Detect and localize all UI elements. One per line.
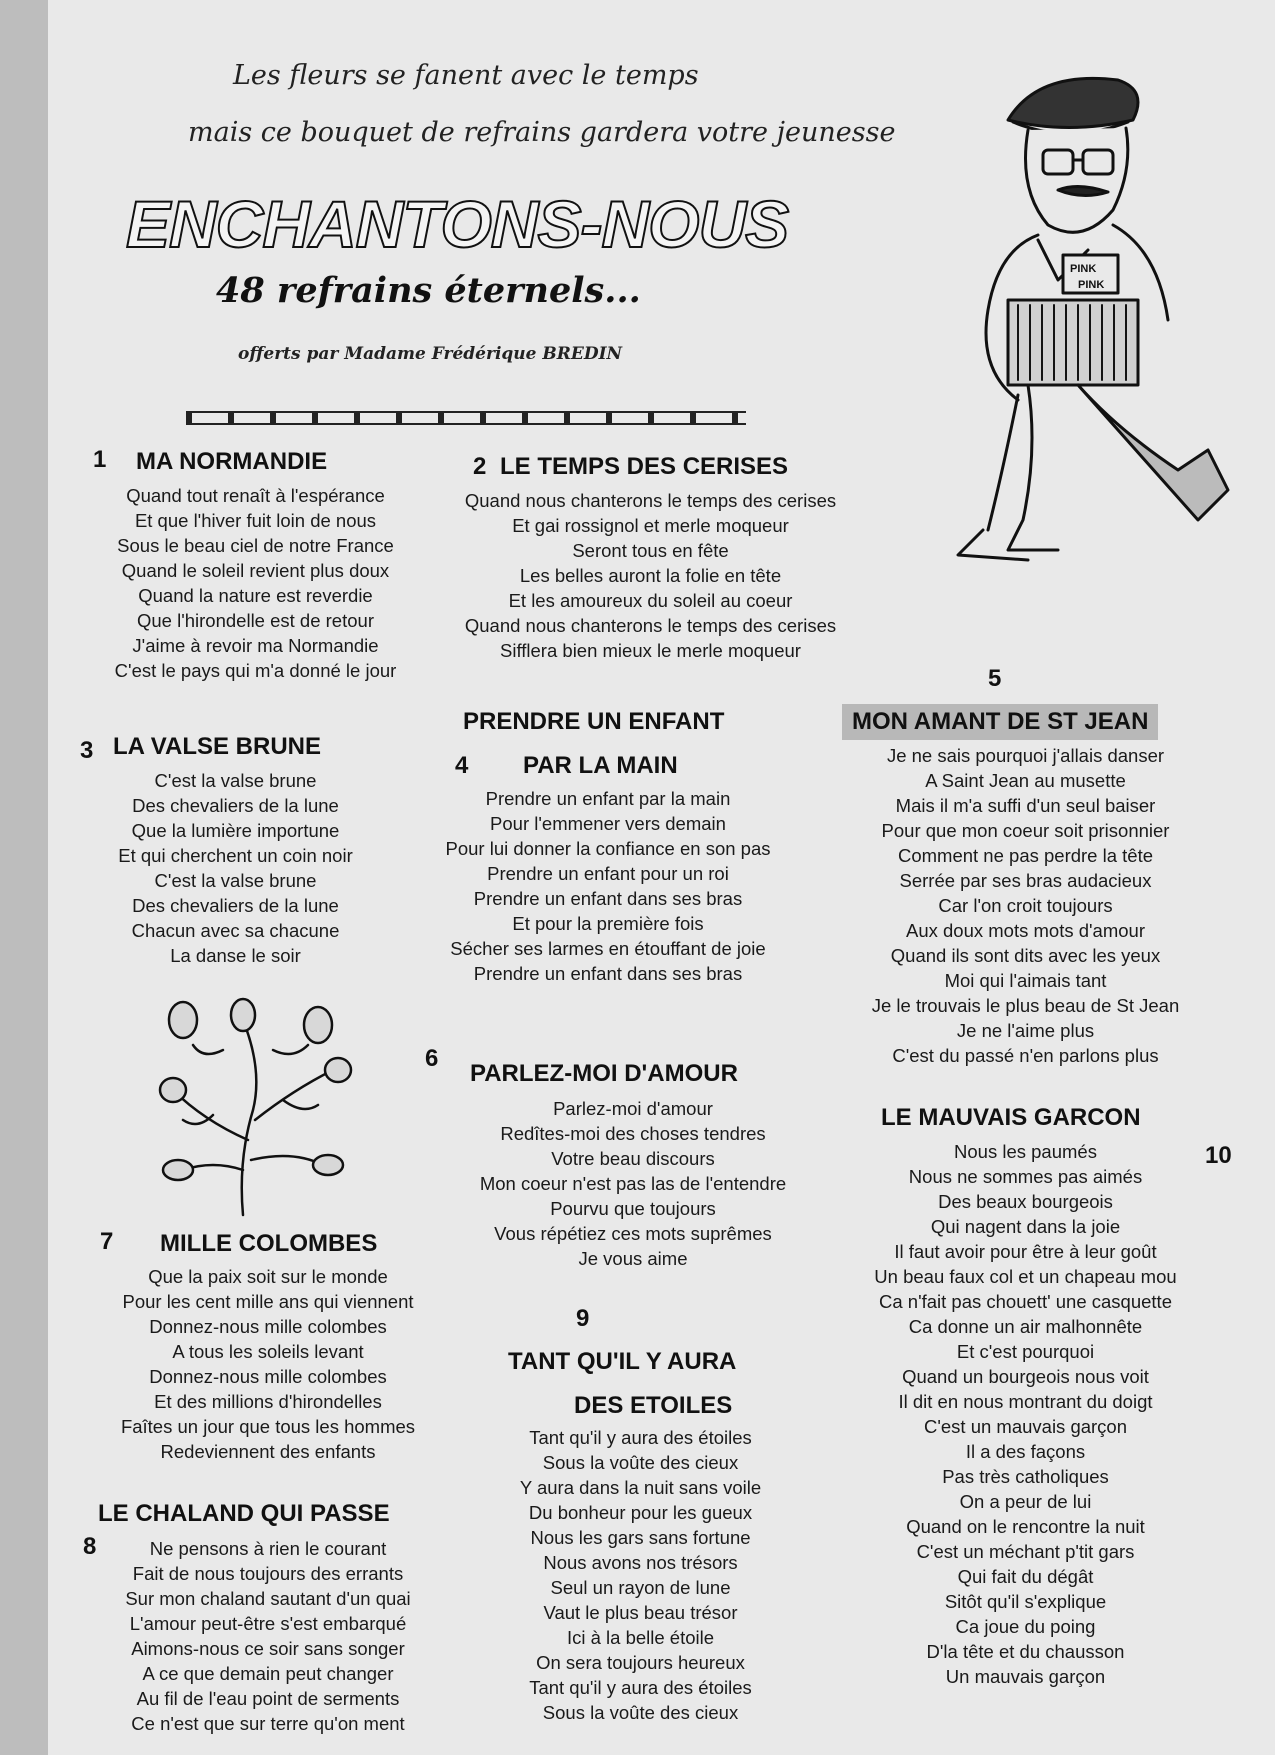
lyric-line: Sifflera bien mieux le merle moqueur — [500, 640, 801, 661]
lyric-line: J'aime à revoir ma Normandie — [132, 635, 379, 656]
lyric-line: Pour l'emmener vers demain — [490, 813, 726, 834]
lyric-line: Sitôt qu'il s'explique — [944, 1591, 1107, 1612]
lyric-line: Des chevaliers de la lune — [132, 895, 339, 916]
lyric-line: Que la paix soit sur le monde — [148, 1266, 388, 1287]
lyric-line: L'amour peut-être s'est embarqué — [129, 1613, 407, 1634]
song-title-line-2: DES ETOILES — [574, 1392, 733, 1419]
header-line-1: Les fleurs se fanent avec le temps — [233, 60, 699, 91]
song-title: PARLEZ-MOI D'AMOUR — [470, 1060, 738, 1087]
lyric-line: Chacun avec sa chacune — [131, 920, 340, 941]
song-title: TANT QU'IL Y AURA — [508, 1348, 737, 1375]
song-number: 7 — [100, 1228, 114, 1255]
decorative-divider — [186, 411, 746, 425]
lyric-line: Un beau faux col et un chapeau mou — [874, 1266, 1177, 1287]
lyric-line: Fait de nous toujours des errants — [132, 1563, 404, 1584]
song-lyrics — [413, 786, 803, 986]
page-subtitle: 48 refrains éternels... — [216, 270, 641, 311]
lyric-line: La danse le soir — [170, 945, 301, 966]
lyric-line: Donnez-nous mille colombes — [149, 1316, 387, 1337]
song-number: 10 — [1205, 1142, 1232, 1169]
songbook-page — [48, 0, 1275, 1755]
lyric-line: C'est le pays qui m'a donné le jour — [114, 660, 397, 681]
header-line-2: mais ce bouquet de refrains gardera votre jeunesse — [188, 117, 896, 148]
lyric-line: Prendre un enfant dans ses bras — [473, 963, 743, 984]
lyric-line: Il a des façons — [965, 1441, 1086, 1462]
lyric-line: Quand on le rencontre la nuit — [906, 1516, 1145, 1537]
lyric-line: On sera toujours heureux — [536, 1652, 745, 1673]
lyric-line: Parlez-moi d'amour — [553, 1098, 713, 1119]
song-lyrics — [453, 1425, 828, 1725]
lyric-line: Car l'on croit toujours — [938, 895, 1113, 916]
lyric-line: Et des millions d'hirondelles — [154, 1391, 382, 1412]
song-number: 6 — [425, 1045, 439, 1072]
lyric-line: Y aura dans la nuit sans voile — [519, 1477, 762, 1498]
lyric-line: Vaut le plus beau trésor — [543, 1602, 738, 1623]
lyric-line: Prendre un enfant par la main — [485, 788, 731, 809]
lyric-line: Vous répétiez ces mots suprêmes — [494, 1223, 772, 1244]
song-lyrics — [48, 483, 463, 683]
song-number: 3 — [80, 737, 94, 764]
lyric-line: Faîtes un jour que tous les hommes — [120, 1416, 416, 1437]
lyric-line: Aux doux mots mots d'amour — [906, 920, 1145, 941]
lyric-line: C'est du passé n'en parlons plus — [892, 1045, 1159, 1066]
song-number: 8 — [83, 1533, 97, 1560]
song-title: MON AMANT DE ST JEAN — [842, 704, 1158, 740]
lyric-line: Tant qu'il y aura des étoiles — [529, 1427, 752, 1448]
song-title: MA NORMANDIE — [136, 448, 328, 475]
lyric-line: Il faut avoir pour être à leur goût — [894, 1241, 1157, 1262]
lyric-line: Redeviennent des enfants — [160, 1441, 376, 1462]
lyric-line: Et pour la première fois — [512, 913, 704, 934]
lyric-line: Et les amoureux du soleil au coeur — [508, 590, 793, 611]
song-title: LE MAUVAIS GARCON — [881, 1104, 1141, 1131]
song-number: 4 — [455, 752, 469, 779]
lyric-line: Ca n'fait pas chouett' une casquette — [879, 1291, 1172, 1312]
lyric-line: Prendre un enfant dans ses bras — [473, 888, 743, 909]
song-title-line-2: PAR LA MAIN — [523, 752, 678, 779]
lyric-line: Comment ne pas perdre la tête — [897, 845, 1154, 866]
lyric-line: Nous les gars sans fortune — [530, 1527, 751, 1548]
lyric-line: C'est un mauvais garçon — [923, 1416, 1128, 1437]
lyric-line: Votre beau discours — [551, 1148, 715, 1169]
lyric-line: A tous les soleils levant — [172, 1341, 364, 1362]
lyric-line: Ca joue du poing — [955, 1616, 1096, 1637]
lyric-line: Sur mon chaland sautant d'un quai — [125, 1588, 411, 1609]
lyric-line: Ca donne un air malhonnête — [908, 1316, 1143, 1337]
lyric-line: Nous avons nos trésors — [543, 1552, 738, 1573]
lyric-line: Nous ne sommes pas aimés — [908, 1166, 1143, 1187]
lyric-line: Sous la voûte des cieux — [542, 1452, 739, 1473]
song-number: 2 — [473, 453, 487, 480]
lyric-line: Qui fait du dégât — [957, 1566, 1094, 1587]
lyric-line: Quand ils sont dits avec les yeux — [890, 945, 1161, 966]
song-lyrics — [438, 1096, 828, 1271]
lyric-line: Pas très catholiques — [942, 1466, 1109, 1487]
song-title: MILLE COLOMBES — [160, 1230, 378, 1257]
song-number: 9 — [576, 1305, 590, 1332]
lyric-line: C'est la valse brune — [154, 870, 317, 891]
lyric-line: Que la lumière importune — [131, 820, 340, 841]
song-lyrics — [68, 768, 403, 968]
song-number: 1 — [93, 446, 107, 473]
lyric-line: Sous le beau ciel de notre France — [117, 535, 394, 556]
song-title: LE TEMPS DES CERISES — [500, 453, 789, 480]
song-title: PRENDRE UN ENFANT — [463, 708, 725, 735]
lyric-line: Et c'est pourquoi — [956, 1341, 1095, 1362]
lyric-line: Je vous aime — [578, 1248, 688, 1269]
lyric-line: Au fil de l'eau point de serments — [136, 1688, 400, 1709]
lyric-line: Quand la nature est reverdie — [138, 585, 373, 606]
lyric-line: Ne pensons à rien le courant — [149, 1538, 387, 1559]
lyric-line: Et gai rossignol et merle moqueur — [512, 515, 789, 536]
lyric-line: Pour que mon coeur soit prisonnier — [881, 820, 1170, 841]
song-lyrics — [83, 1264, 453, 1464]
lyric-line: Pour les cent mille ans qui viennent — [122, 1291, 414, 1312]
lyric-line: D'la tête et du chausson — [926, 1641, 1125, 1662]
lyric-line: Redîtes-moi des choses tendres — [500, 1123, 766, 1144]
lyric-line: Que l'hirondelle est de retour — [137, 610, 374, 631]
lyric-line: Sous la voûte des cieux — [542, 1702, 739, 1723]
lyric-line: Quand nous chanterons le temps des cerises — [464, 490, 837, 511]
lyric-line: Moi qui l'aimais tant — [944, 970, 1107, 991]
lyric-line: On a peur de lui — [959, 1491, 1092, 1512]
lyric-line: C'est un méchant p'tit gars — [916, 1541, 1135, 1562]
lyric-line: A ce que demain peut changer — [142, 1663, 394, 1684]
lyric-line: Mais il m'a suffi d'un seul baiser — [895, 795, 1156, 816]
lyric-line: Des beaux bourgeois — [938, 1191, 1113, 1212]
lyric-line: Seul un rayon de lune — [550, 1577, 731, 1598]
song-title: LA VALSE BRUNE — [113, 733, 322, 760]
lyric-line: Je ne l'aime plus — [956, 1020, 1095, 1041]
lyric-line: Serrée par ses bras audacieux — [899, 870, 1152, 891]
lyric-line: Mon coeur n'est pas las de l'entendre — [479, 1173, 787, 1194]
page-title: ENCHANTONS-NOUS — [126, 187, 789, 261]
lyric-line: Quand un bourgeois nous voit — [902, 1366, 1149, 1387]
badge-text-1: PINK — [1070, 263, 1097, 275]
lyric-line: Et que l'hiver fuit loin de nous — [134, 510, 377, 531]
lyric-line: Un mauvais garçon — [945, 1666, 1106, 1687]
lyric-line: Pour lui donner la confiance en son pas — [445, 838, 771, 859]
lyric-line: Prendre un enfant pour un roi — [487, 863, 729, 884]
accordion-player-illustration — [918, 50, 1268, 570]
lyric-line: Qui nagent dans la joie — [930, 1216, 1121, 1237]
song-title: LE CHALAND QUI PASSE — [98, 1500, 390, 1527]
lyric-line: Aimons-nous ce soir sans songer — [131, 1638, 405, 1659]
lyric-line: Sécher ses larmes en étouffant de joie — [450, 938, 766, 959]
lyric-line: Nous les paumés — [954, 1141, 1097, 1162]
lyric-line: Seront tous en fête — [572, 540, 729, 561]
lyric-line: Du bonheur pour les gueux — [528, 1502, 753, 1523]
lyric-line: Donnez-nous mille colombes — [149, 1366, 387, 1387]
song-lyrics — [453, 488, 848, 663]
lyric-line: Quand nous chanterons le temps des cerises — [464, 615, 837, 636]
lyric-line: Je ne sais pourquoi j'allais danser — [886, 745, 1165, 766]
lyric-line: Ici à la belle étoile — [566, 1627, 715, 1648]
lyric-line: C'est la valse brune — [154, 770, 317, 791]
song-lyrics — [838, 743, 1213, 1068]
lyric-line: Des chevaliers de la lune — [132, 795, 339, 816]
flower-illustration — [143, 990, 373, 1220]
badge-text-2: PINK — [1078, 279, 1105, 291]
song-number: 5 — [988, 665, 1002, 692]
song-lyrics — [838, 1139, 1213, 1689]
lyric-line: Pourvu que toujours — [550, 1198, 716, 1219]
lyric-line: Je le trouvais le plus beau de St Jean — [871, 995, 1180, 1016]
lyric-line: Et qui cherchent un coin noir — [118, 845, 353, 866]
lyric-line: Quand tout renaît à l'espérance — [126, 485, 385, 506]
offered-by: offerts par Madame Frédérique BREDIN — [238, 344, 623, 364]
lyric-line: Tant qu'il y aura des étoiles — [529, 1677, 752, 1698]
lyric-line: Les belles auront la folie en tête — [519, 565, 782, 586]
lyric-line: Ce n'est que sur terre qu'on ment — [131, 1713, 405, 1734]
song-lyrics — [83, 1536, 453, 1736]
lyric-line: Quand le soleil revient plus doux — [121, 560, 390, 581]
lyric-line: Il dit en nous montrant du doigt — [898, 1391, 1153, 1412]
lyric-line: A Saint Jean au musette — [925, 770, 1126, 791]
